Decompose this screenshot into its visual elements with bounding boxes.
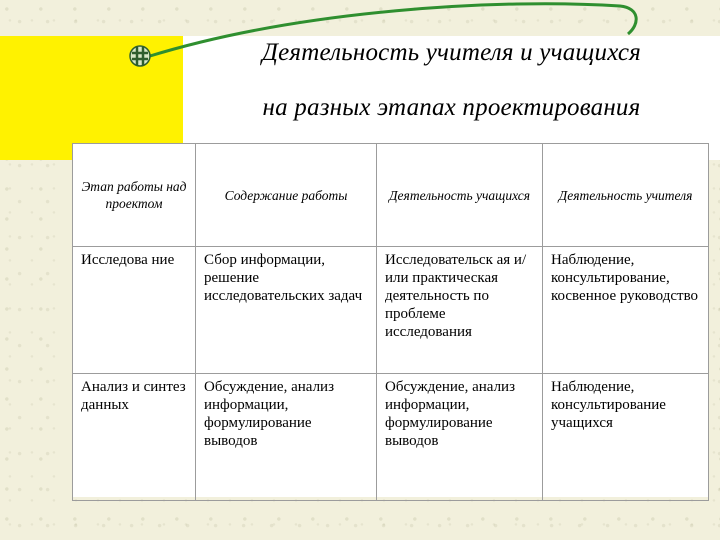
table-header-row [73, 144, 709, 247]
header-teacher: Деятельность учителя [543, 144, 709, 247]
title-line-2: на разных этапах проектирования [262, 94, 641, 121]
title-line-1: Деятельность учителя и учащихся [262, 39, 641, 66]
cell-students: Обсуждение, анализ информации, формулирование выводов [377, 374, 543, 501]
cell-content: Сбор информации, решение исследовательских задач [196, 247, 377, 374]
table-row [73, 247, 709, 374]
table-row [73, 374, 709, 501]
bullet-globe-icon [128, 44, 152, 68]
header-stage: Этап работы над проектом [73, 144, 196, 247]
header-content: Содержание работы [196, 144, 377, 247]
cell-teacher: Наблюдение, консультирование учащихся [543, 374, 709, 501]
header-students: Деятельность учащихся [377, 144, 543, 247]
cell-stage: Исследова ние [73, 247, 196, 374]
cell-content: Обсуждение, анализ информации, формулирование выводов [196, 374, 377, 501]
activity-table [72, 143, 708, 497]
cell-teacher: Наблюдение, консультирование, косвенное руководство [543, 247, 709, 374]
cell-stage: Анализ и синтез данных [73, 374, 196, 501]
cell-students: Исследовательск ая и/или практическая деятельность по проблеме исследования [377, 247, 543, 374]
